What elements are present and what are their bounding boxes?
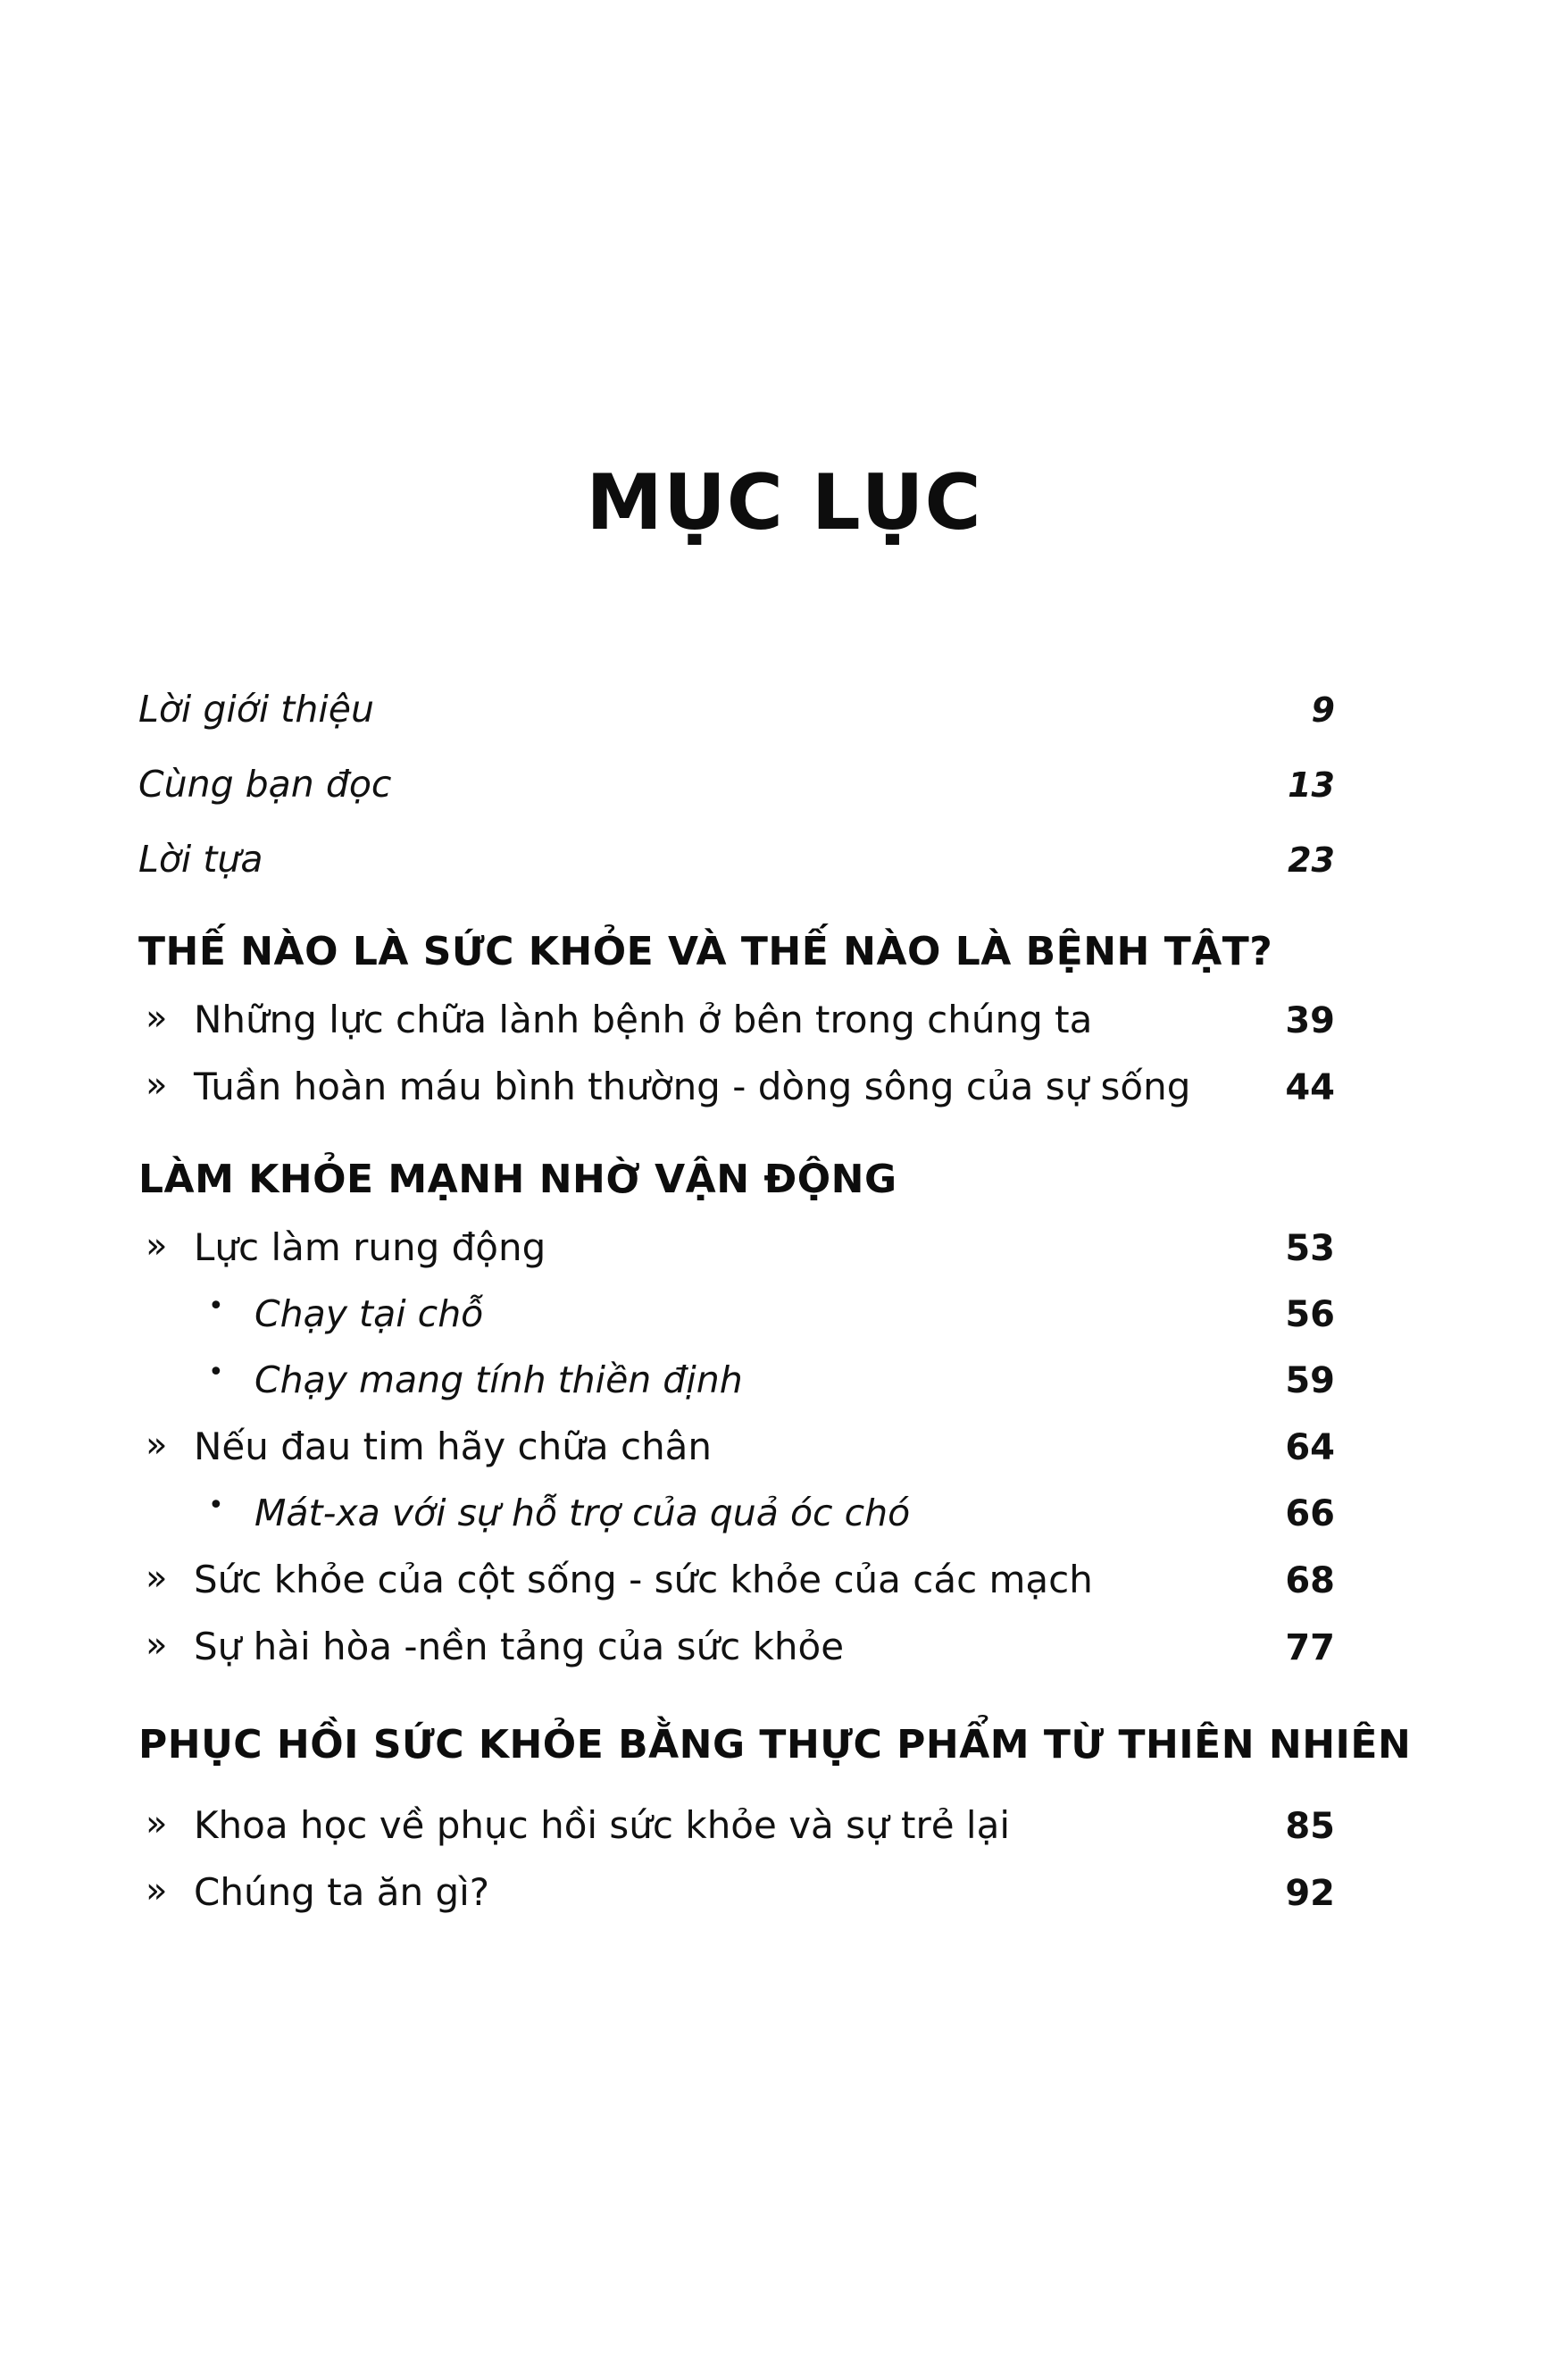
chevron-double-right-icon: » [146, 998, 168, 1039]
toc-subentry[interactable] [138, 1492, 1415, 1534]
toc-entry-label: Khoa học về phục hồi sức khỏe và sự trẻ lại [194, 1803, 1010, 1847]
toc-entry-label: Chúng ta ăn gì? [194, 1870, 490, 1914]
toc-entry-label: Lực làm rung động [194, 1225, 546, 1269]
toc-entry-label: Tuần hoàn máu bình thường - dòng sông của sự sống [194, 1065, 1191, 1108]
toc-entry-label: Những lực chữa lành bệnh ở bên trong chúng ta [194, 998, 1093, 1041]
toc-entry-page: 44 [1285, 1067, 1335, 1108]
chevron-double-right-icon: » [146, 1065, 168, 1106]
toc-entry-page: 68 [1285, 1560, 1335, 1601]
toc-entry[interactable] [138, 1425, 1415, 1468]
chevron-double-right-icon: » [146, 1625, 168, 1666]
toc-entry-page: 9 [1311, 690, 1335, 730]
toc-entry[interactable] [138, 1065, 1415, 1108]
toc-entry-label: Chạy tại chỗ [254, 1292, 484, 1335]
toc-entry-front[interactable] [138, 688, 1415, 731]
page-title: MỤC LỤC [586, 457, 982, 547]
toc-entry-front[interactable] [138, 763, 1415, 806]
toc-entry-label: Sự hài hòa -nền tảng của sức khỏe [194, 1625, 845, 1668]
toc-entry-page: 53 [1285, 1228, 1335, 1269]
toc-section-heading: LÀM KHỎE MẠNH NHỜ VẬN ĐỘNG [138, 1157, 897, 1202]
toc-entry-label: Lời giới thiệu [138, 688, 374, 731]
table-of-contents [138, 688, 1415, 1937]
chevron-double-right-icon: » [146, 1225, 168, 1266]
toc-entry-page: 56 [1285, 1294, 1335, 1335]
toc-entry-page: 66 [1285, 1493, 1335, 1534]
toc-entry-label: Cùng bạn đọc [138, 763, 392, 806]
toc-entry-page: 64 [1285, 1427, 1335, 1468]
toc-section-heading: THẾ NÀO LÀ SỨC KHỎE VÀ THẾ NÀO LÀ BỆNH TẬT? [138, 929, 1273, 974]
chevron-double-right-icon: » [146, 1870, 168, 1911]
toc-subentry[interactable] [138, 1358, 1415, 1401]
dot-bullet-icon: • [208, 1490, 224, 1521]
dot-bullet-icon: • [208, 1357, 224, 1388]
toc-entry-label: Lời tựa [138, 838, 263, 881]
toc-entry-page: 59 [1285, 1360, 1335, 1401]
toc-entry[interactable] [138, 1225, 1415, 1269]
toc-entry-page: 92 [1285, 1873, 1335, 1914]
toc-entry-page: 85 [1285, 1806, 1335, 1847]
toc-entry-page: 77 [1285, 1627, 1335, 1668]
toc-entry-label: Chạy mang tính thiền định [254, 1358, 743, 1401]
chevron-double-right-icon: » [146, 1425, 168, 1466]
toc-entry-page: 13 [1288, 765, 1335, 805]
toc-entry-front[interactable] [138, 838, 1415, 881]
chevron-double-right-icon: » [146, 1558, 168, 1599]
toc-entry-page: 39 [1285, 1000, 1335, 1041]
toc-entry[interactable] [138, 1803, 1415, 1847]
toc-entry[interactable] [138, 998, 1415, 1041]
toc-entry[interactable] [138, 1625, 1415, 1668]
toc-entry-page: 23 [1288, 840, 1335, 880]
toc-subentry[interactable] [138, 1292, 1415, 1335]
chevron-double-right-icon: » [146, 1803, 168, 1844]
toc-section-heading: PHỤC HỒI SỨC KHỎE BẰNG THỰC PHẨM TỪ THIÊN NHIÊN [138, 1722, 1412, 1767]
toc-entry-label: Sức khỏe của cột sống - sức khỏe của các mạch [194, 1558, 1093, 1601]
toc-entry[interactable] [138, 1558, 1415, 1601]
toc-entry-label: Mát-xa với sự hỗ trợ của quả óc chó [254, 1492, 911, 1534]
toc-entry[interactable] [138, 1870, 1415, 1914]
toc-entry-label: Nếu đau tim hãy chữa chân [194, 1425, 713, 1468]
dot-bullet-icon: • [208, 1291, 224, 1322]
